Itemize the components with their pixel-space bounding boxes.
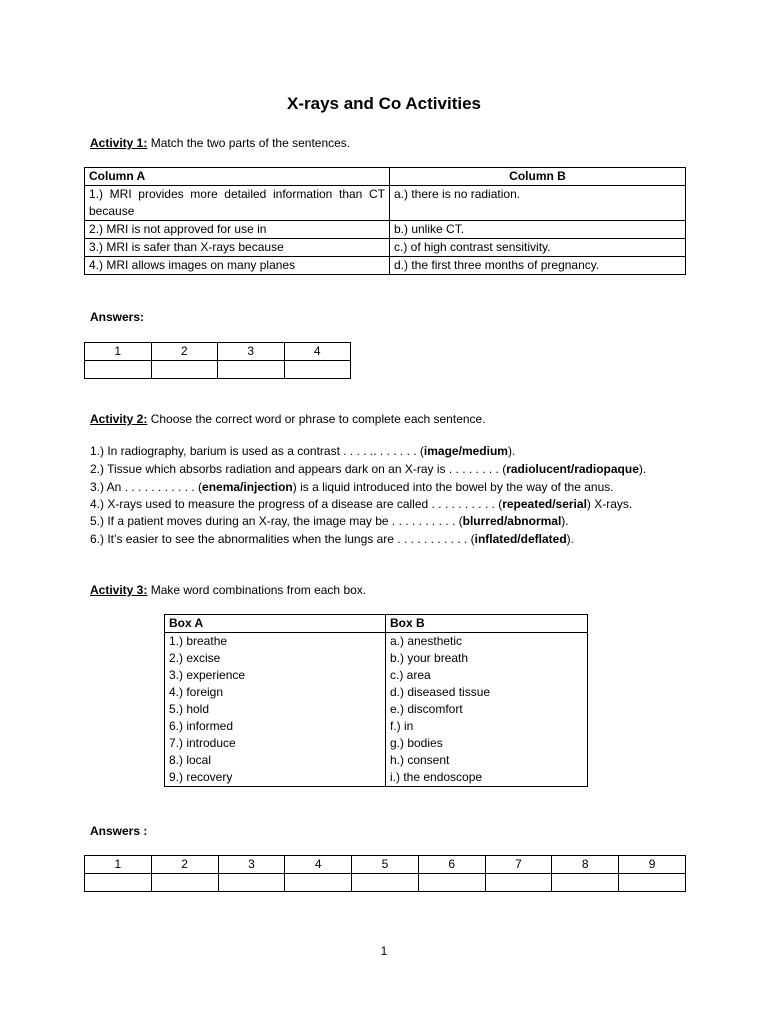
table-row xyxy=(85,186,686,221)
activity1-cell-a: 4.) MRI allows images on many planes xyxy=(85,257,390,275)
activity1-cell-a: 2.) MRI is not approved for use in xyxy=(85,221,390,239)
page-number: 1 xyxy=(380,944,388,958)
activity2-sentence: 6.) It’s easier to see the abnormalities when the lungs are . . . . . . . . . . . (inflated/deflated). xyxy=(90,532,574,546)
activity1-cell-b: b.) unlike CT. xyxy=(390,221,686,239)
box-b-item: d.) diseased tissue xyxy=(386,684,588,701)
activity1-cell-b: d.) the first three months of pregnancy. xyxy=(390,257,686,275)
answer-blank[interactable] xyxy=(352,874,419,892)
table-row xyxy=(165,667,588,684)
box-b-header: Box B xyxy=(386,615,588,633)
activity1-cell-a: 1.) MRI provides more detailed information than CT because xyxy=(85,186,390,221)
box-a-item: 9.) recovery xyxy=(165,769,386,787)
answer-blank[interactable] xyxy=(285,874,352,892)
activity2-sentence: 2.) Tissue which absorbs radiation and appears dark on an X-ray is . . . . . . . . (radiolucent/radiopaque). xyxy=(90,462,647,476)
answer-blank[interactable] xyxy=(218,874,285,892)
answer-blank[interactable] xyxy=(418,874,485,892)
activity3-heading xyxy=(90,583,366,597)
activity3-label: Activity 3: xyxy=(90,583,148,597)
box-a-item: 4.) foreign xyxy=(165,684,386,701)
activity1-instruction: Match the two parts of the sentences. xyxy=(147,136,351,150)
activity2-label: Activity 2: xyxy=(90,412,148,426)
answer-number: 1 xyxy=(85,343,152,361)
table-row xyxy=(85,239,686,257)
activity1-cell-b: c.) of high contrast sensitivity. xyxy=(390,239,686,257)
answer-number: 8 xyxy=(552,856,619,874)
box-a-item: 3.) experience xyxy=(165,667,386,684)
activity1-label: Activity 1: xyxy=(90,136,148,150)
table-row xyxy=(165,650,588,667)
answer-blank[interactable] xyxy=(85,874,152,892)
activity2-sentence: 1.) In radiography, barium is used as a contrast . . . . .. . . . . . . (image/medium). xyxy=(90,444,516,458)
activity3-answers-label: Answers : xyxy=(90,824,148,838)
answer-blank[interactable] xyxy=(151,361,218,379)
box-b-item: g.) bodies xyxy=(386,735,588,752)
activity2-sentence: 5.) If a patient moves during an X-ray, the image may be . . . . . . . . . . (blurred/abnormal). xyxy=(90,514,569,528)
answer-number: 4 xyxy=(284,343,351,361)
activity1-column-a-header: Column A xyxy=(85,168,390,186)
table-row xyxy=(165,735,588,752)
answer-blank[interactable] xyxy=(485,874,552,892)
activity1-column-b-header: Column B xyxy=(390,168,686,186)
box-b-item: i.) the endoscope xyxy=(386,769,588,787)
answer-number: 6 xyxy=(418,856,485,874)
answer-blank[interactable] xyxy=(85,361,152,379)
activity1-cell-b: a.) there is no radiation. xyxy=(390,186,686,221)
table-row xyxy=(165,769,588,787)
table-row xyxy=(165,684,588,701)
box-a-item: 6.) informed xyxy=(165,718,386,735)
activity2-sentence: 3.) An . . . . . . . . . . . (enema/injection) is a liquid introduced into the bowel by the way of the anus. xyxy=(90,480,614,494)
box-b-item: a.) anesthetic xyxy=(386,633,588,651)
answer-blank[interactable] xyxy=(151,874,218,892)
activity1-answers-table xyxy=(84,342,351,379)
activity3-table xyxy=(164,614,588,787)
table-row xyxy=(85,257,686,275)
box-b-item: b.) your breath xyxy=(386,650,588,667)
activity1-answers-label: Answers: xyxy=(90,310,145,324)
box-a-item: 7.) introduce xyxy=(165,735,386,752)
table-row xyxy=(165,718,588,735)
answer-number: 3 xyxy=(218,343,285,361)
box-b-item: h.) consent xyxy=(386,752,588,769)
table-row xyxy=(165,701,588,718)
box-b-item: f.) in xyxy=(386,718,588,735)
answer-number: 2 xyxy=(151,343,218,361)
answer-number: 7 xyxy=(485,856,552,874)
box-a-item: 1.) breathe xyxy=(165,633,386,651)
answer-number: 2 xyxy=(151,856,218,874)
box-a-item: 5.) hold xyxy=(165,701,386,718)
answer-number: 9 xyxy=(619,856,686,874)
table-row xyxy=(165,752,588,769)
box-b-item: e.) discomfort xyxy=(386,701,588,718)
activity2-instruction: Choose the correct word or phrase to complete each sentence. xyxy=(147,412,486,426)
activity2-heading xyxy=(90,412,486,426)
answer-number: 3 xyxy=(218,856,285,874)
answer-number: 5 xyxy=(352,856,419,874)
page-title: X-rays and Co Activities xyxy=(287,94,481,113)
answer-blank[interactable] xyxy=(619,874,686,892)
box-a-header: Box A xyxy=(165,615,386,633)
answer-blank[interactable] xyxy=(284,361,351,379)
box-a-item: 8.) local xyxy=(165,752,386,769)
activity3-answers-table xyxy=(84,855,686,892)
box-a-item: 2.) excise xyxy=(165,650,386,667)
answer-blank[interactable] xyxy=(218,361,285,379)
table-row xyxy=(85,221,686,239)
answer-blank[interactable] xyxy=(552,874,619,892)
activity1-heading xyxy=(90,136,350,150)
answer-number: 4 xyxy=(285,856,352,874)
activity3-instruction: Make word combinations from each box. xyxy=(147,583,367,597)
activity2-sentence: 4.) X-rays used to measure the progress of a disease are called . . . . . . . . . . (repeated/serial) X-rays. xyxy=(90,497,633,511)
activity1-cell-a: 3.) MRI is safer than X-rays because xyxy=(85,239,390,257)
activity1-table xyxy=(84,167,686,275)
answer-number: 1 xyxy=(85,856,152,874)
table-row xyxy=(165,633,588,651)
box-b-item: c.) area xyxy=(386,667,588,684)
